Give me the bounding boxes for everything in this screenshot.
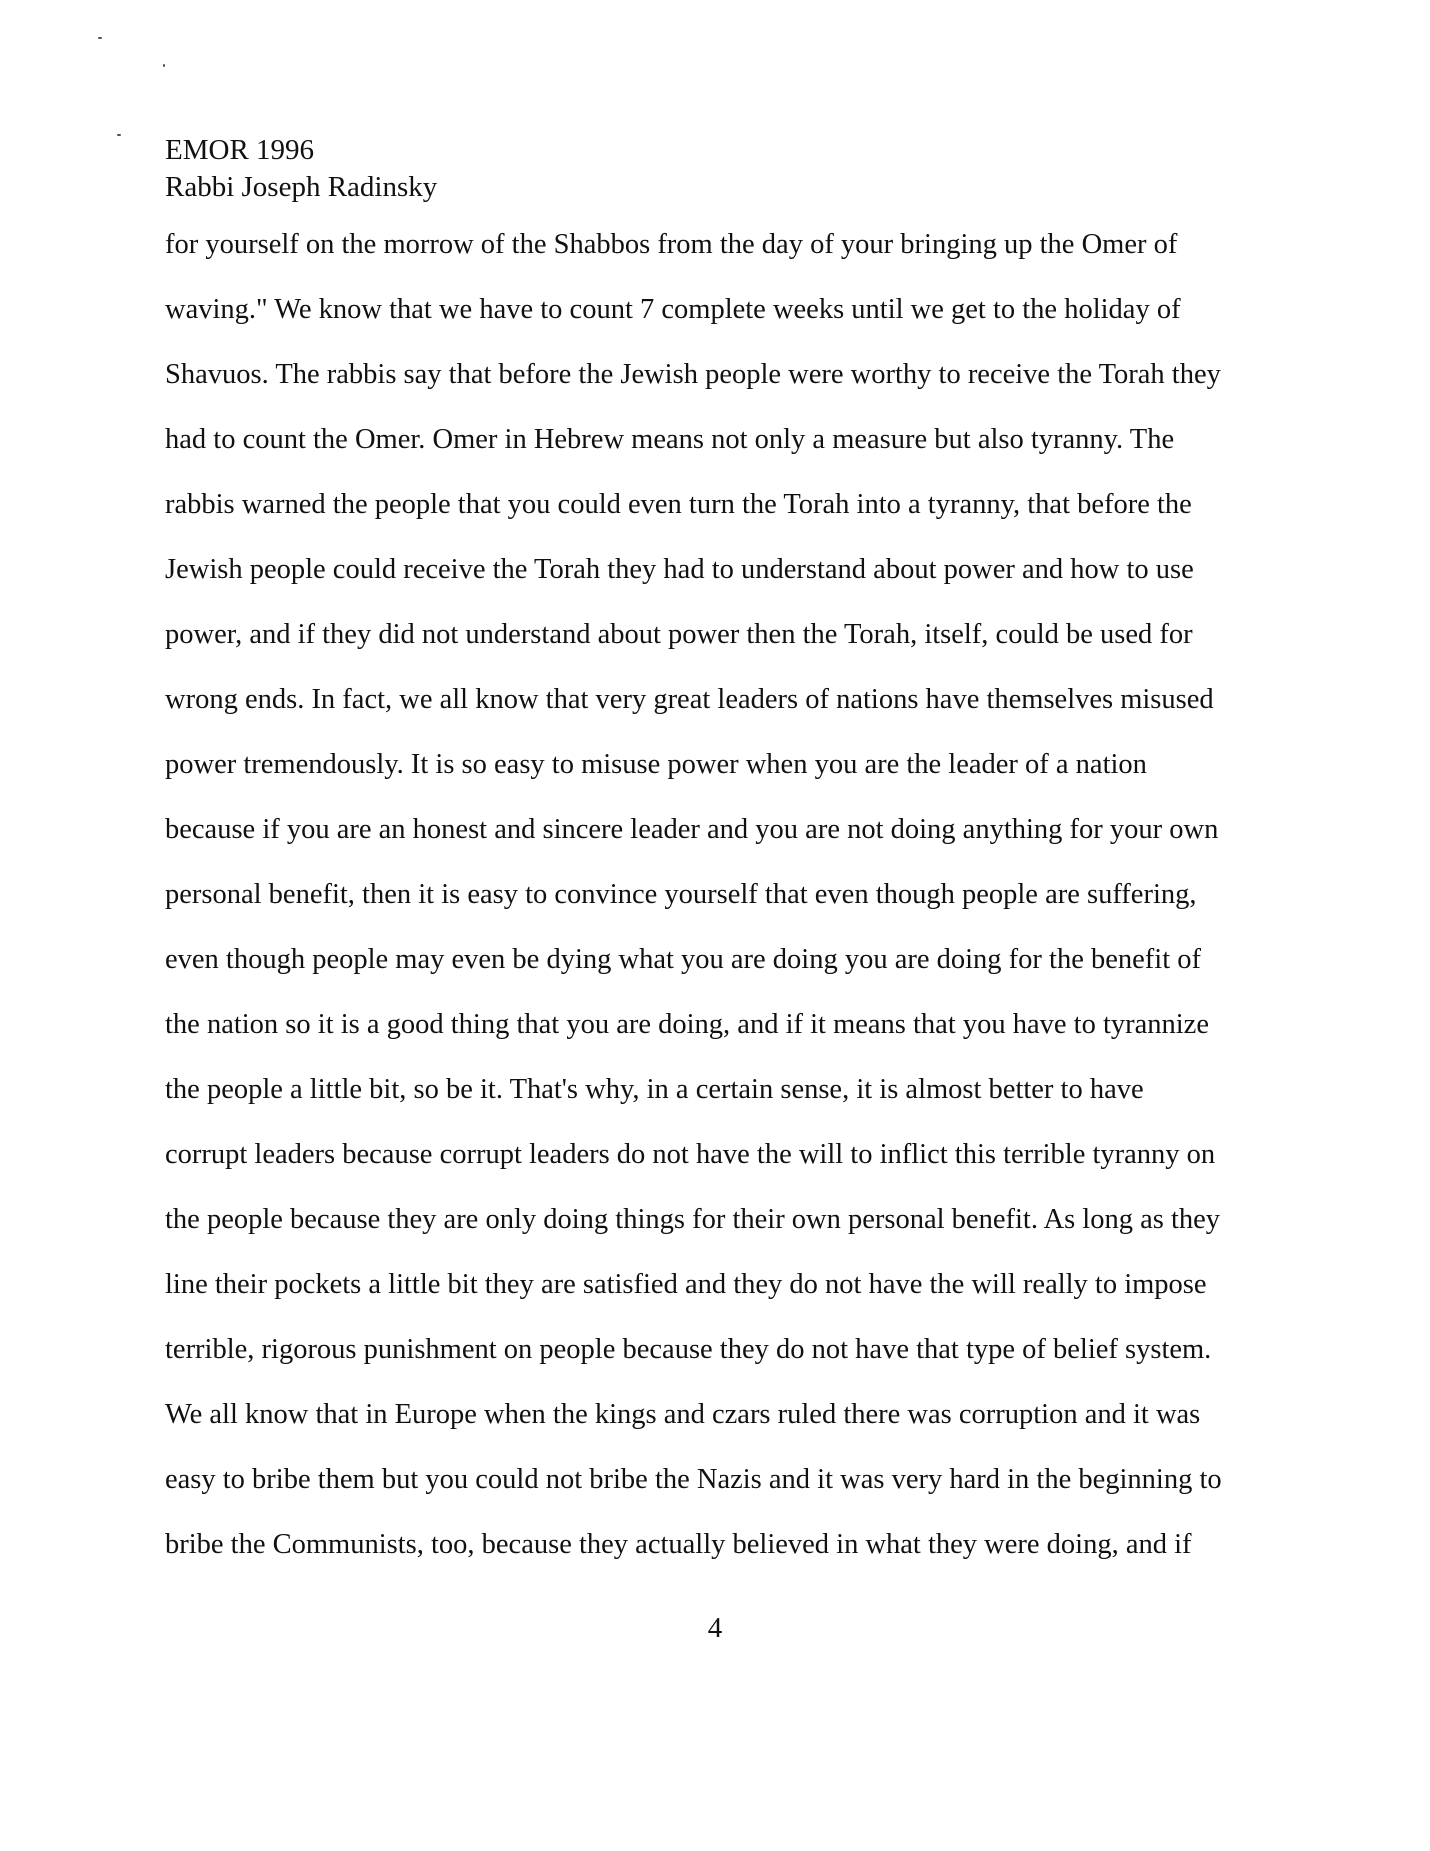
document-header (165, 132, 437, 206)
text-line: We all know that in Europe when the kings and czars ruled there was corruption and it was (165, 1399, 1201, 1430)
text-line: line their pockets a little bit they are satisfied and they do not have the will really to impose (165, 1269, 1207, 1300)
text-line: power, and if they did not understand about power then the Torah, itself, could be used for (165, 619, 1193, 650)
text-line: the people because they are only doing things for their own personal benefit. As long as they (165, 1204, 1221, 1235)
text-line: wrong ends. In fact, we all know that very great leaders of nations have themselves misused (165, 684, 1214, 715)
text-line: waving." We know that we have to count 7 complete weeks until we get to the holiday of (165, 294, 1181, 325)
text-line: the people a little bit, so be it. That's why, in a certain sense, it is almost better to have (165, 1074, 1144, 1105)
text-line: power tremendously. It is so easy to misuse power when you are the leader of a nation (165, 749, 1147, 780)
text-line: for yourself on the morrow of the Shabbos from the day of your bringing up the Omer of (165, 229, 1178, 260)
body-text (165, 222, 1275, 1587)
text-line: rabbis warned the people that you could even turn the Torah into a tyranny, that before the (165, 489, 1192, 520)
text-line: Shavuos. The rabbis say that before the Jewish people were worthy to receive the Torah they (165, 359, 1221, 390)
text-line: bribe the Communists, too, because they actually believed in what they were doing, and if (165, 1529, 1192, 1560)
text-line: personal benefit, then it is easy to convince yourself that even though people are suffering, (165, 879, 1197, 910)
page-number: 4 (707, 1612, 723, 1644)
text-line: terrible, rigorous punishment on people because they do not have that type of belief system. (165, 1334, 1212, 1365)
text-line: even though people may even be dying what you are doing you are doing for the benefit of (165, 944, 1201, 975)
text-line: because if you are an honest and sincere leader and you are not doing anything for your own (165, 814, 1219, 845)
document-title: EMOR 1996 (165, 134, 315, 166)
scan-speck (98, 37, 102, 39)
text-line: easy to bribe them but you could not bribe the Nazis and it was very hard in the beginning to (165, 1464, 1222, 1495)
text-line: Jewish people could receive the Torah they had to understand about power and how to use (165, 554, 1194, 585)
scan-speck (117, 134, 121, 136)
text-line: had to count the Omer. Omer in Hebrew means not only a measure but also tyranny. The (165, 424, 1175, 455)
text-line: the nation so it is a good thing that you are doing, and if it means that you have to tyrannize (165, 1009, 1209, 1040)
scan-speck (163, 64, 165, 67)
text-line: corrupt leaders because corrupt leaders do not have the will to inflict this terrible tyranny on (165, 1139, 1216, 1170)
document-author: Rabbi Joseph Radinsky (165, 171, 438, 203)
